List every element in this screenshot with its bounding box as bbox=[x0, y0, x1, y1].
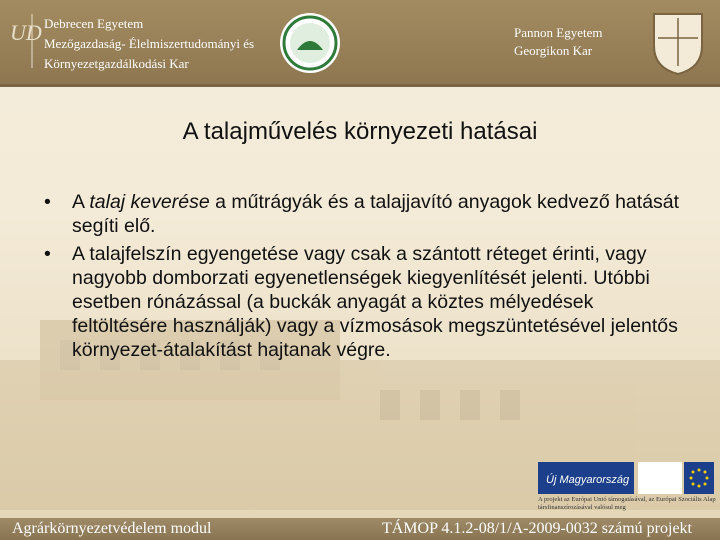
svg-text:UD: UD bbox=[10, 20, 42, 45]
left-institution-line: Mezőgazdaság- Élelmiszertudományi és bbox=[44, 36, 255, 51]
bullet-text: A bbox=[72, 191, 90, 213]
footer-banner bbox=[0, 518, 720, 540]
faculty-seal-icon bbox=[279, 12, 341, 74]
bullet-text: A talajfelszín egyengetése vagy csak a szántott réteget érinti, vagy nagyobb domborzati egyenetlenségek kiegyenlítését jelenti. Utóbbi esetben rónázással (a buckák anyagát a köztes mélyedések feltöltésére használják) vagy a vízmosások megszüntetésével jelentős környezet-átalakítást hajtanak végre. bbox=[72, 243, 678, 361]
bullet-emphasis: talaj keverése bbox=[89, 191, 210, 213]
left-institution bbox=[44, 14, 254, 74]
bullet-item bbox=[44, 190, 684, 238]
left-institution-line: Debrecen Egyetem bbox=[44, 16, 144, 31]
right-institution-line: Georgikon Kar bbox=[514, 43, 593, 58]
left-institution-line: Környezetgazdálkodási Kar bbox=[44, 56, 189, 71]
header-banner bbox=[0, 0, 720, 84]
bullet-item bbox=[44, 242, 684, 362]
right-institution bbox=[514, 24, 602, 60]
footer-project-id: TÁMOP 4.1.2-08/1/A-2009-0032 számú projekt bbox=[381, 520, 692, 537]
bullet-list bbox=[44, 190, 684, 366]
university-logo-icon bbox=[8, 10, 42, 72]
slide-title: A talajművelés környezeti hatásai bbox=[182, 118, 538, 145]
bullet-glyph: • bbox=[44, 191, 51, 213]
header-divider bbox=[0, 84, 720, 87]
new-hungary-logo-text: Új Magyarország bbox=[546, 474, 630, 486]
footer-module-name: Agrárkörnyezetvédelem modul bbox=[12, 520, 212, 537]
university-crest-icon bbox=[646, 8, 710, 76]
bullet-text: a műtrágyák és a talajjavító anyagok kedvező hatását segíti elő. bbox=[72, 191, 680, 237]
right-institution-line: Pannon Egyetem bbox=[514, 25, 603, 40]
bullet-glyph: • bbox=[44, 243, 51, 265]
eu-funding-note: A projekt az Európai Unió támogatásával, az Európai Szociális Alap társfinanszírozásával valósul meg bbox=[538, 496, 716, 511]
